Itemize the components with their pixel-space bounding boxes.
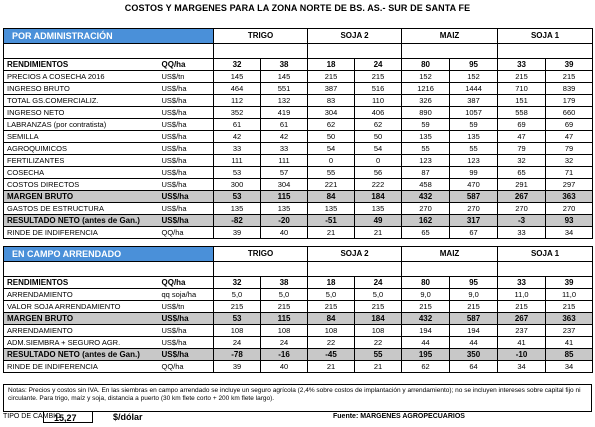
value-cell: 54 (355, 143, 402, 155)
spacer-cell (498, 44, 593, 59)
row-unit: US$/ha (159, 215, 214, 227)
value-cell: 558 (498, 107, 546, 119)
row-label: INGRESO BRUTO (4, 83, 159, 95)
row-label: RENDIMIENTOS (4, 277, 159, 289)
header-row (4, 247, 593, 262)
value-cell: 9,0 (402, 289, 450, 301)
value-cell: 80 (402, 277, 450, 289)
row-label: COSECHA (4, 167, 159, 179)
row-label: TOTAL GS.COMERCIALIZ. (4, 95, 159, 107)
value-cell: 1444 (450, 83, 498, 95)
value-cell: 363 (546, 313, 593, 325)
value-cell: 145 (261, 71, 308, 83)
value-cell: 62 (402, 361, 450, 373)
crop-header: TRIGO (214, 247, 308, 262)
value-cell: 215 (498, 301, 546, 313)
value-cell: 0 (355, 155, 402, 167)
value-cell: 135 (261, 203, 308, 215)
value-cell: 41 (498, 337, 546, 349)
table-row (4, 203, 593, 215)
value-cell: 85 (546, 349, 593, 361)
value-cell: 33 (261, 143, 308, 155)
spacer-cell (4, 262, 214, 277)
value-cell: 84 (308, 191, 355, 203)
value-cell: 350 (450, 349, 498, 361)
value-cell: 55 (450, 143, 498, 155)
crop-header: SOJA 2 (308, 247, 402, 262)
value-cell: -16 (261, 349, 308, 361)
table-administracion (3, 28, 593, 239)
page-title: COSTOS Y MARGENES PARA LA ZONA NORTE DE BS. AS.- SUR DE SANTA FE (124, 3, 471, 13)
value-cell: 194 (402, 325, 450, 337)
value-cell: 710 (498, 83, 546, 95)
value-cell: 33 (498, 277, 546, 289)
value-cell: 53 (214, 191, 261, 203)
value-cell: 95 (450, 277, 498, 289)
value-cell: 215 (308, 301, 355, 313)
row-unit: US$/ha (159, 155, 214, 167)
value-cell: 32 (214, 277, 261, 289)
value-cell: 54 (308, 143, 355, 155)
value-cell: 270 (546, 203, 593, 215)
spacer-cell (402, 44, 498, 59)
value-cell: 67 (450, 227, 498, 239)
value-cell: 304 (308, 107, 355, 119)
value-cell: 135 (402, 131, 450, 143)
table-row (4, 215, 593, 227)
value-cell: 145 (214, 71, 261, 83)
value-cell: 33 (498, 59, 546, 71)
value-cell: 79 (498, 143, 546, 155)
value-cell: 87 (402, 167, 450, 179)
crop-header: MAIZ (402, 247, 498, 262)
value-cell: 387 (308, 83, 355, 95)
value-cell: 464 (214, 83, 261, 95)
value-cell: 47 (498, 131, 546, 143)
value-cell: 470 (450, 179, 498, 191)
value-cell: 111 (261, 155, 308, 167)
row-label: VALOR SOJA ARRENDAMIENTO (4, 301, 159, 313)
value-cell: 22 (355, 337, 402, 349)
value-cell: 300 (214, 179, 261, 191)
table-row (4, 277, 593, 289)
value-cell: 215 (355, 301, 402, 313)
row-unit: US$/ha (159, 349, 214, 361)
row-label: RESULTADO NETO (antes de Gan.) (4, 349, 159, 361)
value-cell: 24 (355, 277, 402, 289)
value-cell: 5,0 (308, 289, 355, 301)
value-cell: 317 (450, 215, 498, 227)
exchange-rate-unit: $/dólar (113, 412, 143, 422)
header-row (4, 29, 593, 44)
value-cell: 215 (450, 301, 498, 313)
value-cell: 1057 (450, 107, 498, 119)
row-unit: US$/ha (159, 337, 214, 349)
value-cell: 304 (261, 179, 308, 191)
value-cell: 352 (214, 107, 261, 119)
value-cell: 24 (355, 59, 402, 71)
value-cell: 24 (214, 337, 261, 349)
value-cell: -10 (498, 349, 546, 361)
value-cell: 432 (402, 313, 450, 325)
value-cell: 587 (450, 191, 498, 203)
value-cell: 890 (402, 107, 450, 119)
value-cell: 62 (355, 119, 402, 131)
value-cell: 135 (450, 131, 498, 143)
value-cell: 39 (214, 227, 261, 239)
value-cell: 297 (546, 179, 593, 191)
value-cell: -78 (214, 349, 261, 361)
value-cell: 108 (355, 325, 402, 337)
value-cell: 56 (355, 167, 402, 179)
crop-header: SOJA 2 (308, 29, 402, 44)
value-cell: -20 (261, 215, 308, 227)
value-cell: 839 (546, 83, 593, 95)
value-cell: 53 (214, 167, 261, 179)
spacer-cell (498, 262, 593, 277)
row-label: ARRENDAMIENTO (4, 289, 159, 301)
value-cell: 22 (308, 337, 355, 349)
value-cell: 179 (546, 95, 593, 107)
value-cell: 61 (261, 119, 308, 131)
crop-header: SOJA 1 (498, 247, 593, 262)
table-row (4, 59, 593, 71)
section-label: EN CAMPO ARRENDADO (4, 247, 214, 262)
value-cell: 387 (450, 95, 498, 107)
exchange-rate-value: 15,27 (43, 411, 93, 423)
footer (3, 413, 592, 425)
row-unit: US$/ha (159, 119, 214, 131)
value-cell: 270 (402, 203, 450, 215)
value-cell: 135 (308, 203, 355, 215)
value-cell: 11,0 (546, 289, 593, 301)
value-cell: 34 (498, 361, 546, 373)
value-cell: 55 (402, 143, 450, 155)
row-unit: US$/ha (159, 203, 214, 215)
value-cell: 162 (402, 215, 450, 227)
value-cell: 1216 (402, 83, 450, 95)
row-unit: US$/ha (159, 83, 214, 95)
value-cell: 587 (450, 313, 498, 325)
value-cell: 110 (355, 95, 402, 107)
value-cell: 9,0 (450, 289, 498, 301)
row-label: INGRESO NETO (4, 107, 159, 119)
value-cell: 270 (450, 203, 498, 215)
value-cell: 39 (546, 277, 593, 289)
spacer-cell (4, 44, 214, 59)
value-cell: 108 (214, 325, 261, 337)
value-cell: 222 (355, 179, 402, 191)
row-label: PRECIOS A COSECHA 2016 (4, 71, 159, 83)
value-cell: 115 (261, 191, 308, 203)
value-cell: 40 (261, 227, 308, 239)
value-cell: -51 (308, 215, 355, 227)
table-row (4, 167, 593, 179)
row-unit: qq soja/ha (159, 289, 214, 301)
value-cell: 21 (308, 227, 355, 239)
value-cell: 184 (355, 313, 402, 325)
value-cell: 34 (546, 361, 593, 373)
value-cell: 69 (498, 119, 546, 131)
row-label: COSTOS DIRECTOS (4, 179, 159, 191)
table-row (4, 361, 593, 373)
table-row (4, 325, 593, 337)
table-row (4, 83, 593, 95)
row-unit: US$/ha (159, 167, 214, 179)
row-label: RINDE DE INDIFERENCIA (4, 361, 159, 373)
value-cell: 38 (261, 59, 308, 71)
spacer-row (4, 262, 593, 277)
spacer-cell (308, 262, 402, 277)
row-unit: QQ/ha (159, 361, 214, 373)
spacer-cell (214, 44, 308, 59)
value-cell: 195 (402, 349, 450, 361)
row-label: GASTOS DE ESTRUCTURA (4, 203, 159, 215)
value-cell: 267 (498, 191, 546, 203)
value-cell: 151 (498, 95, 546, 107)
row-unit: US$/ha (159, 95, 214, 107)
value-cell: 44 (402, 337, 450, 349)
value-cell: 55 (355, 349, 402, 361)
row-unit: QQ/ha (159, 277, 214, 289)
value-cell: 62 (308, 119, 355, 131)
value-cell: 69 (546, 119, 593, 131)
value-cell: 57 (261, 167, 308, 179)
row-label: ADM.SIEMBRA + SEGURO AGR. (4, 337, 159, 349)
value-cell: 32 (214, 59, 261, 71)
value-cell: 291 (498, 179, 546, 191)
row-label: RENDIMIENTOS (4, 59, 159, 71)
value-cell: -3 (498, 215, 546, 227)
value-cell: 41 (546, 337, 593, 349)
table-row (4, 155, 593, 167)
value-cell: 458 (402, 179, 450, 191)
row-label: LABRANZAS (por contratista) (4, 119, 159, 131)
value-cell: 40 (261, 361, 308, 373)
value-cell: 516 (355, 83, 402, 95)
source-label: Fuente: MARGENES AGROPECUARIOS (333, 413, 465, 420)
row-label: ARRENDAMIENTO (4, 325, 159, 337)
row-unit: QQ/ha (159, 59, 214, 71)
value-cell: 135 (355, 203, 402, 215)
value-cell: 215 (261, 301, 308, 313)
table-row (4, 337, 593, 349)
table-row (4, 119, 593, 131)
row-unit: US$/ha (159, 191, 214, 203)
value-cell: 93 (546, 215, 593, 227)
value-cell: 50 (355, 131, 402, 143)
value-cell: 49 (355, 215, 402, 227)
value-cell: -82 (214, 215, 261, 227)
spacer-cell (214, 262, 308, 277)
row-label: AGROQUIMICOS (4, 143, 159, 155)
value-cell: 64 (450, 361, 498, 373)
row-label: SEMILLA (4, 131, 159, 143)
value-cell: 132 (261, 95, 308, 107)
value-cell: 18 (308, 59, 355, 71)
value-cell: 59 (402, 119, 450, 131)
value-cell: 18 (308, 277, 355, 289)
value-cell: 50 (308, 131, 355, 143)
value-cell: 432 (402, 191, 450, 203)
spacer-cell (402, 262, 498, 277)
table-arrendado (3, 246, 593, 373)
value-cell: 21 (355, 227, 402, 239)
spacer-row (4, 44, 593, 59)
value-cell: 215 (214, 301, 261, 313)
notes-box: Notas: Precios y costos sin IVA. En las siembras en campo arrendado se incluye un seguro agrícola (2,4% sobre costos de implantación y arrendamiento); no se incluyen intereses sobre capital fijo ni circulante. Para trigo, maíz y soja, distancia a puerto (30 km flete corto + 200 km flete largo). (3, 384, 592, 412)
value-cell: 194 (450, 325, 498, 337)
value-cell: 111 (214, 155, 261, 167)
value-cell: 215 (308, 71, 355, 83)
row-label: RESULTADO NETO (antes de Gan.) (4, 215, 159, 227)
table-row (4, 143, 593, 155)
value-cell: 59 (450, 119, 498, 131)
row-label: MARGEN BRUTO (4, 191, 159, 203)
row-unit: QQ/ha (159, 227, 214, 239)
row-unit: US$/ha (159, 143, 214, 155)
value-cell: 83 (308, 95, 355, 107)
value-cell: 11,0 (498, 289, 546, 301)
value-cell: 42 (214, 131, 261, 143)
crop-header: TRIGO (214, 29, 308, 44)
row-unit: US$/tn (159, 301, 214, 313)
value-cell: 115 (261, 313, 308, 325)
table-row (4, 71, 593, 83)
value-cell: 95 (450, 59, 498, 71)
value-cell: 123 (450, 155, 498, 167)
value-cell: 44 (450, 337, 498, 349)
value-cell: 32 (546, 155, 593, 167)
section-label: POR ADMINISTRACIÓN (4, 29, 214, 44)
value-cell: 47 (546, 131, 593, 143)
table-row (4, 107, 593, 119)
value-cell: 112 (214, 95, 261, 107)
crop-header: SOJA 1 (498, 29, 593, 44)
spacer-cell (308, 44, 402, 59)
value-cell: 221 (308, 179, 355, 191)
table-row (4, 131, 593, 143)
value-cell: 419 (261, 107, 308, 119)
value-cell: 363 (546, 191, 593, 203)
value-cell: 108 (261, 325, 308, 337)
value-cell: 215 (546, 71, 593, 83)
value-cell: 215 (498, 71, 546, 83)
exchange-rate-label: TIPO DE CAMBIO (3, 413, 61, 420)
value-cell: 79 (546, 143, 593, 155)
table-row (4, 191, 593, 203)
value-cell: 21 (355, 361, 402, 373)
value-cell: 39 (214, 361, 261, 373)
table-row (4, 313, 593, 325)
value-cell: 24 (261, 337, 308, 349)
row-label: FERTILIZANTES (4, 155, 159, 167)
value-cell: 123 (402, 155, 450, 167)
row-unit: US$/ha (159, 179, 214, 191)
value-cell: 270 (498, 203, 546, 215)
value-cell: 42 (261, 131, 308, 143)
value-cell: 71 (546, 167, 593, 179)
row-label: RINDE DE INDIFERENCIA (4, 227, 159, 239)
value-cell: 237 (498, 325, 546, 337)
value-cell: 80 (402, 59, 450, 71)
value-cell: 237 (546, 325, 593, 337)
value-cell: 135 (214, 203, 261, 215)
row-unit: US$/ha (159, 131, 214, 143)
value-cell: 551 (261, 83, 308, 95)
value-cell: 152 (450, 71, 498, 83)
value-cell: 5,0 (355, 289, 402, 301)
value-cell: 406 (355, 107, 402, 119)
value-cell: 660 (546, 107, 593, 119)
value-cell: 215 (402, 301, 450, 313)
value-cell: 267 (498, 313, 546, 325)
value-cell: 38 (261, 277, 308, 289)
value-cell: 21 (308, 361, 355, 373)
value-cell: 152 (402, 71, 450, 83)
value-cell: 61 (214, 119, 261, 131)
table-row (4, 301, 593, 313)
value-cell: 108 (308, 325, 355, 337)
value-cell: 5,0 (214, 289, 261, 301)
value-cell: 84 (308, 313, 355, 325)
value-cell: 34 (546, 227, 593, 239)
row-label: MARGEN BRUTO (4, 313, 159, 325)
value-cell: 184 (355, 191, 402, 203)
row-unit: US$/ha (159, 313, 214, 325)
value-cell: 5,0 (261, 289, 308, 301)
row-unit: US$/ha (159, 107, 214, 119)
table-row (4, 227, 593, 239)
value-cell: -45 (308, 349, 355, 361)
value-cell: 33 (214, 143, 261, 155)
table-row (4, 289, 593, 301)
value-cell: 32 (498, 155, 546, 167)
value-cell: 215 (546, 301, 593, 313)
row-unit: US$/tn (159, 71, 214, 83)
value-cell: 53 (214, 313, 261, 325)
value-cell: 39 (546, 59, 593, 71)
value-cell: 99 (450, 167, 498, 179)
value-cell: 0 (308, 155, 355, 167)
value-cell: 65 (498, 167, 546, 179)
value-cell: 65 (402, 227, 450, 239)
row-unit: US$/ha (159, 325, 214, 337)
value-cell: 33 (498, 227, 546, 239)
value-cell: 326 (402, 95, 450, 107)
table-row (4, 349, 593, 361)
table-row (4, 95, 593, 107)
crop-header: MAIZ (402, 29, 498, 44)
value-cell: 215 (355, 71, 402, 83)
value-cell: 55 (308, 167, 355, 179)
table-row (4, 179, 593, 191)
